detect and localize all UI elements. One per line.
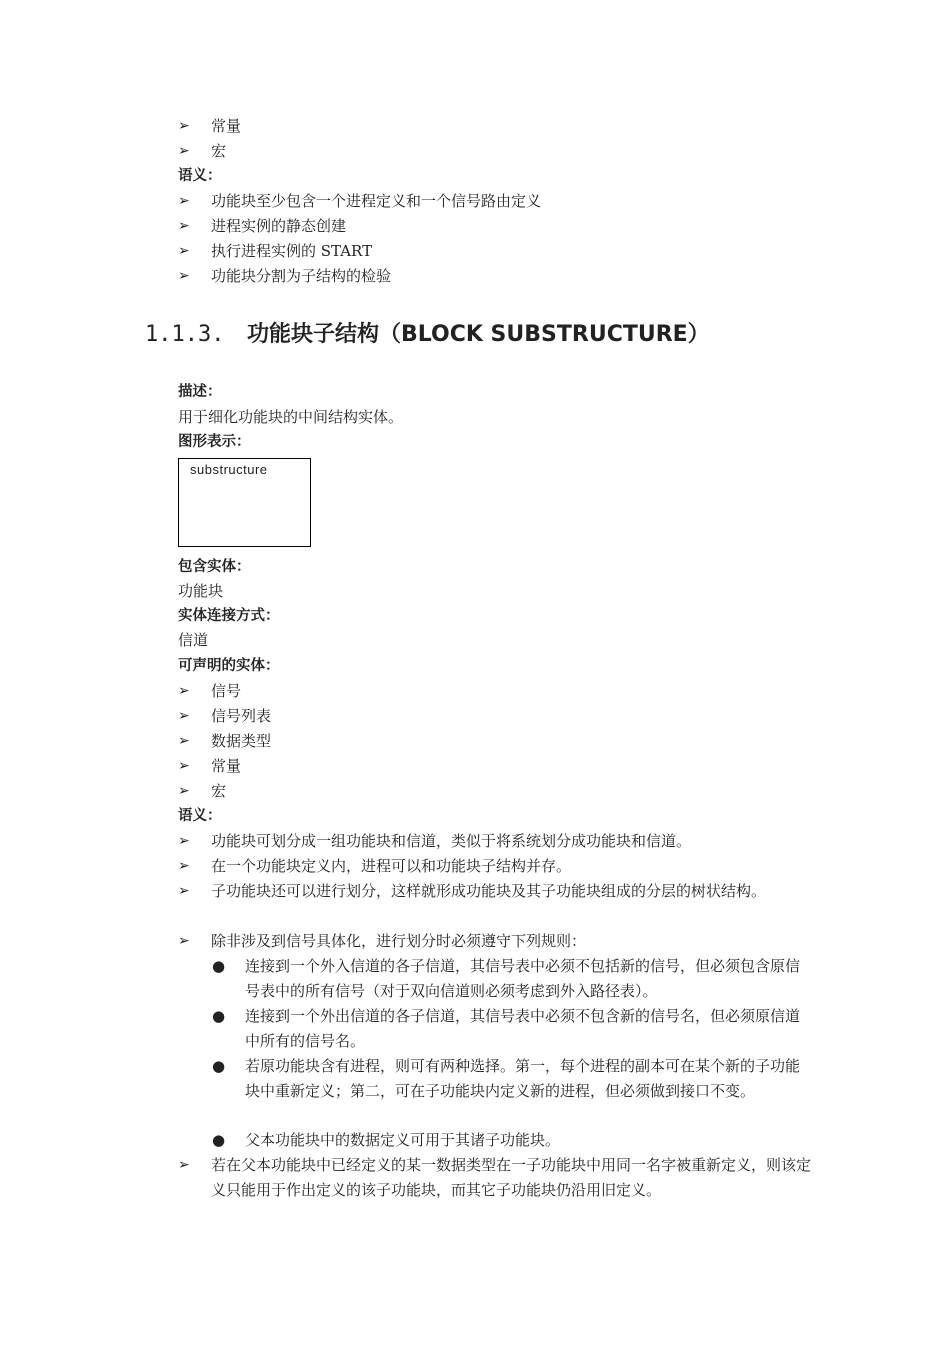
arrow-bullet-icon: ➢ [178,118,190,134]
list-item: ➢ 宏 [178,779,813,804]
arrow-bullet-icon: ➢ [178,783,190,799]
list-item: ➢ 子功能块还可以进行划分，这样就形成功能块及其子功能块组成的分层的树状结构。 [178,879,813,904]
contains-heading: 包含实体： [178,559,251,575]
arrow-bullet-icon: ➢ [178,708,190,724]
arrow-bullet-icon: ➢ [178,858,190,874]
arrow-bullet-icon: ➢ [178,933,190,949]
list-item: ➢ 常量 [178,114,813,139]
arrow-bullet-icon: ➢ [178,883,190,899]
arrow-bullet-icon: ➢ [178,243,190,259]
rule-item: ● 若原功能块含有进程，则可有两种选择。第一，每个进程的副本可在某个新的子功能块中重新定义；第二，可在子功能块内定义新的进程，但必须做到接口不变。 [212,1054,812,1104]
dot-bullet-icon: ● [212,957,226,975]
list-item: ➢ 在一个功能块定义内，进程可以和功能块子结构并存。 [178,854,813,879]
list-item: ➢ 除非涉及到信号具体化，进行划分时必须遵守下列规则： [178,929,813,954]
list-item: ➢ 功能块至少包含一个进程定义和一个信号路由定义 [178,189,813,214]
rule-item: ● 父本功能块中的数据定义可用于其诸子功能块。 [212,1128,812,1153]
rule-item: ● 连接到一个外入信道的各子信道，其信号表中必须不包括新的信号，但必须包含原信号表中的所有信号（对于双向信道则必须考虑到外入路径表）。 [212,954,812,1004]
connection-heading: 实体连接方式： [178,608,280,624]
semantics-heading: 语义： [178,808,222,824]
rule-item: ● 连接到一个外出信道的各子信道，其信号表中必须不包含新的信号名，但必须原信道中所有的信号名。 [212,1004,812,1054]
dot-bullet-icon: ● [212,1057,226,1075]
arrow-bullet-icon: ➢ [178,733,190,749]
arrow-bullet-icon: ➢ [178,143,190,159]
declarable-heading: 可声明的实体： [178,658,280,674]
list-item: ➢ 信号列表 [178,704,813,729]
list-item: ➢ 若在父本功能块中已经定义的某一数据类型在一子功能块中用同一名字被重新定义，则该定义只能用于作出定义的该子功能块，而其它子功能块仍沿用旧定义。 [178,1153,813,1203]
arrow-bullet-icon: ➢ [178,193,190,209]
section-title: 功能块子结构（BLOCK SUBSTRUCTURE） [247,322,710,347]
list-item: ➢ 数据类型 [178,729,813,754]
section-heading [145,318,710,352]
description-text: 用于细化功能块的中间结构实体。 [178,408,404,426]
arrow-bullet-icon: ➢ [178,758,190,774]
dot-bullet-icon: ● [212,1007,226,1025]
list-item: ➢ 常量 [178,754,813,779]
arrow-bullet-icon: ➢ [178,1157,190,1173]
list-item: ➢ 宏 [178,139,813,164]
arrow-bullet-icon: ➢ [178,268,190,284]
description-heading: 描述： [178,384,222,400]
list-item: ➢ 功能块可划分成一组功能块和信道，类似于将系统划分成功能块和信道。 [178,829,813,854]
list-item: ➢ 执行进程实例的 START [178,239,813,264]
substructure-diagram-box [178,458,311,547]
section-number: 1.1.3. [145,322,225,347]
arrow-bullet-icon: ➢ [178,833,190,849]
contains-text: 功能块 [178,582,224,600]
graphic-heading: 图形表示： [178,434,251,450]
diagram-label: substructure [190,462,268,477]
connection-text: 信道 [178,631,209,649]
arrow-bullet-icon: ➢ [178,683,190,699]
dot-bullet-icon: ● [212,1131,226,1149]
semantics-heading: 语义： [178,168,222,184]
list-item: ➢ 信号 [178,679,813,704]
list-item: ➢ 功能块分割为子结构的检验 [178,264,813,289]
list-item: ➢ 进程实例的静态创建 [178,214,813,239]
arrow-bullet-icon: ➢ [178,218,190,234]
